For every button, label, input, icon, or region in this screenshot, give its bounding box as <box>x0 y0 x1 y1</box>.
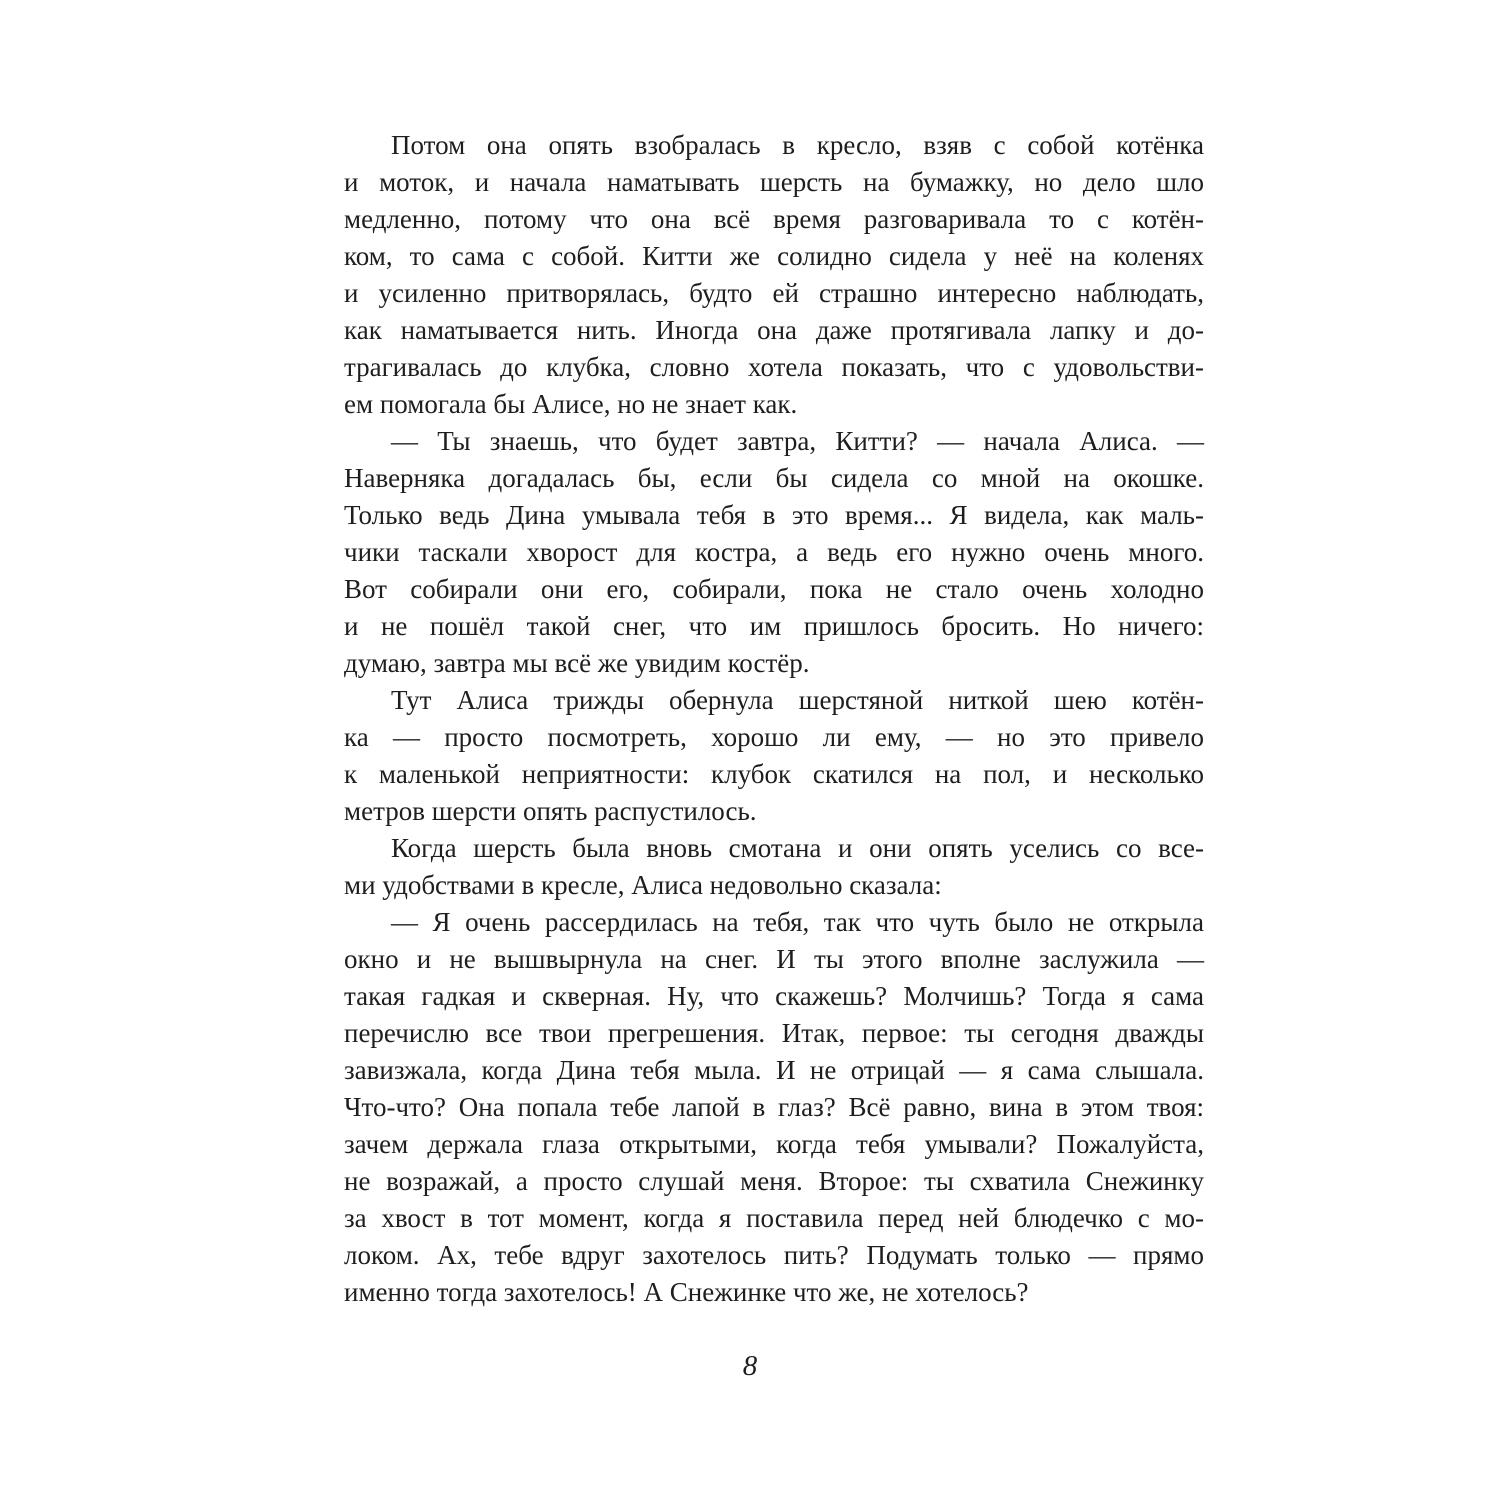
text-line: ка — просто посмотреть, хорошо ли ему, — но это привело <box>344 722 1204 752</box>
text-line: думаю, завтра мы всё же увидим костёр. <box>344 648 810 678</box>
text-line: медленно, потому что она всё время разговаривала то с котён- <box>344 204 1204 234</box>
text-line: именно тогда захотелось! А Снежинке что же, не хотелось? <box>344 1277 1029 1307</box>
text-line: завизжала, когда Дина тебя мыла. И не отрицай — я сама слышала. <box>344 1055 1204 1085</box>
text-line: ком, то сама с собой. Китти же солидно сидела у неё на коленях <box>344 241 1204 271</box>
text-line: такая гадкая и скверная. Ну, что скажешь? Молчишь? Тогда я сама <box>344 981 1204 1011</box>
text-line: зачем держала глаза открытыми, когда тебя умывали? Пожалуйста, <box>344 1129 1204 1159</box>
text-line: и моток, и начала наматывать шерсть на бумажку, но дело шло <box>344 167 1204 197</box>
text-line: как наматывается нить. Иногда она даже протягивала лапку и до- <box>344 315 1204 345</box>
text-line: ем помогала бы Алисе, но не знает как. <box>344 389 798 419</box>
text-line: трагивалась до клубка, словно хотела показать, что с удовольстви- <box>344 352 1204 382</box>
text-line: Тут Алиса трижды обернула шерстяной ниткой шею котён- <box>391 685 1204 715</box>
text-line: — Ты знаешь, что будет завтра, Китти? — начала Алиса. — <box>391 426 1204 456</box>
page-number: 8 <box>742 1350 758 1382</box>
text-line: и усиленно притворялась, будто ей страшно интересно наблюдать, <box>344 278 1204 308</box>
text-line: ми удобствами в кресле, Алиса недовольно сказала: <box>344 870 942 900</box>
text-line: Когда шерсть была вновь смотана и они опять уселись со все- <box>391 833 1204 863</box>
text-line: Потом она опять взобралась в кресло, взяв с собой котёнка <box>391 130 1204 160</box>
text-line: Вот собирали они его, собирали, пока не стало очень холодно <box>344 574 1204 604</box>
text-line: окно и не вышвырнула на снег. И ты этого вполне заслужила — <box>344 944 1204 974</box>
text-line: и не пошёл такой снег, что им пришлось бросить. Но ничего: <box>344 611 1204 641</box>
text-line: Только ведь Дина умывала тебя в это время... Я видела, как маль- <box>344 500 1204 530</box>
text-line: локом. Ах, тебе вдруг захотелось пить? Подумать только — прямо <box>344 1240 1204 1270</box>
text-line: чики таскали хворост для костра, а ведь его нужно очень много. <box>344 537 1204 567</box>
text-line: не возражай, а просто слушай меня. Второе: ты схватила Снежинку <box>344 1166 1204 1196</box>
text-line: метров шерсти опять распустилось. <box>344 796 757 826</box>
text-line: за хвост в тот момент, когда я поставила перед ней блюдечко с мо- <box>344 1203 1204 1233</box>
body-text <box>344 127 1204 1311</box>
text-line: Что-что? Она попала тебе лапой в глаз? Всё равно, вина в этом твоя: <box>344 1092 1204 1122</box>
text-line: к маленькой неприятности: клубок скатился на пол, и несколько <box>344 759 1204 789</box>
text-line: перечислю все твои прегрешения. Итак, первое: ты сегодня дважды <box>344 1018 1204 1048</box>
text-line: Наверняка догадалась бы, если бы сидела со мной на окошке. <box>344 463 1204 493</box>
text-line: — Я очень рассердилась на тебя, так что чуть было не открыла <box>391 907 1204 937</box>
